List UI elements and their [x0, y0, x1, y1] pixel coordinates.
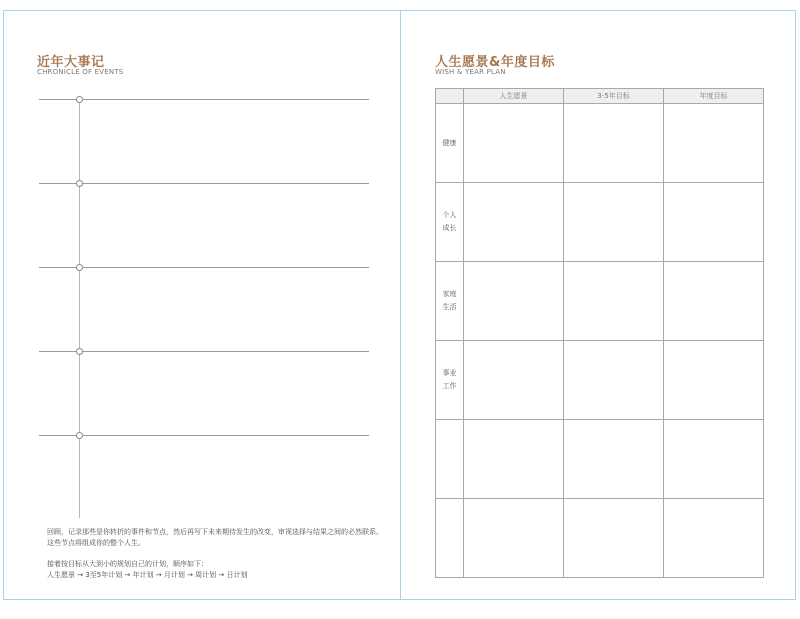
plan-cell[interactable]: [664, 104, 764, 183]
plan-cell[interactable]: [664, 341, 764, 420]
table-row: [436, 183, 764, 262]
row-label: [436, 420, 464, 499]
timeline-node: [76, 180, 83, 187]
plan-cell[interactable]: [564, 104, 664, 183]
plan-cell[interactable]: [664, 183, 764, 262]
left-page: [3, 10, 401, 600]
plan-cell[interactable]: [464, 499, 564, 578]
plan-cell[interactable]: [564, 499, 664, 578]
table-row: [436, 420, 764, 499]
row-label: 个人 成长: [436, 183, 464, 262]
table-header-cell: [436, 89, 464, 104]
right-page: [401, 10, 796, 600]
table-header-cell: 人生愿景: [464, 89, 564, 104]
plan-cell[interactable]: [464, 420, 564, 499]
plan-cell[interactable]: [564, 262, 664, 341]
timeline-line: [39, 183, 369, 184]
table-row: [436, 341, 764, 420]
table-header-cell: 3-5年目标: [564, 89, 664, 104]
plan-cell[interactable]: [664, 499, 764, 578]
timeline-line: [39, 435, 369, 436]
timeline-node: [76, 348, 83, 355]
plan-cell[interactable]: [564, 183, 664, 262]
instructions-text: [47, 527, 387, 581]
table-row: [436, 262, 764, 341]
timeline-node: [76, 96, 83, 103]
page-title: 近年大事记: [37, 55, 105, 70]
timeline-axis: [79, 96, 80, 518]
note-line: 接着按目标从大到小的规划自己的计划，顺序如下：: [47, 560, 208, 568]
note-line: 回顾，记录那些是你转折的事件和节点，然后再写下未来期待发生的改变，审视选择与结果之间的必然联系。: [47, 528, 383, 536]
page-subtitle: CHRONICLE OF EVENTS: [37, 68, 124, 76]
row-label: 事业 工作: [436, 341, 464, 420]
note-line: 这些节点将组成你的整个人生。: [47, 539, 145, 547]
plan-cell[interactable]: [464, 341, 564, 420]
timeline-node: [76, 432, 83, 439]
plan-cell[interactable]: [464, 104, 564, 183]
row-label: 健康: [436, 104, 464, 183]
page-title: 人生愿景&年度目标: [435, 55, 555, 70]
timeline: [39, 96, 369, 521]
timeline-line: [39, 351, 369, 352]
table-header-cell: 年度目标: [664, 89, 764, 104]
table-row: [436, 104, 764, 183]
row-label: 家庭 生活: [436, 262, 464, 341]
page-subtitle: WISH & YEAR PLAN: [435, 68, 506, 76]
plan-cell[interactable]: [664, 420, 764, 499]
plan-cell[interactable]: [564, 420, 664, 499]
timeline-node: [76, 264, 83, 271]
note-line: 人生愿景 → 3至5年计划 → 年计划 → 月计划 → 周计划 → 日计划: [47, 571, 248, 579]
table-header-row: [436, 89, 764, 104]
table-row: [436, 499, 764, 578]
timeline-line: [39, 267, 369, 268]
plan-cell[interactable]: [464, 262, 564, 341]
plan-cell[interactable]: [564, 341, 664, 420]
row-label: [436, 499, 464, 578]
plan-cell[interactable]: [664, 262, 764, 341]
plan-cell[interactable]: [464, 183, 564, 262]
timeline-line: [39, 99, 369, 100]
plan-table: [435, 88, 764, 578]
